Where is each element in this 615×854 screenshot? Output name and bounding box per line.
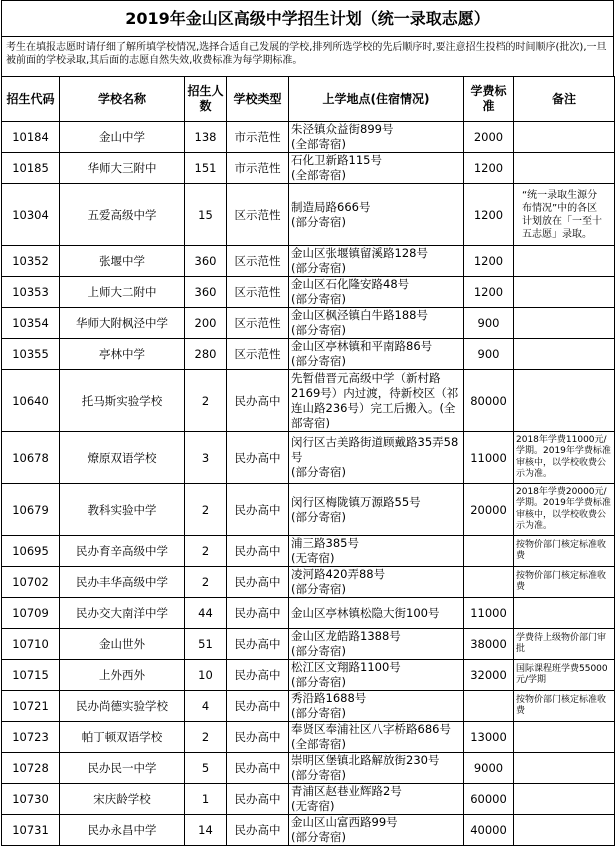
cell-fee: 1200 (464, 246, 514, 277)
address-line: 松江区文翔路1100号 (291, 660, 401, 674)
cell-count: 138 (185, 122, 227, 153)
table-header-row (2, 77, 615, 122)
cell-code: 10731 (2, 815, 60, 846)
cell-count: 2 (185, 484, 227, 536)
table-row (2, 660, 615, 691)
cell-type: 民办高中 (227, 567, 289, 598)
cell-note (514, 339, 615, 370)
document-page (1, 0, 614, 846)
table-row (2, 484, 615, 536)
cell-fee: 20000 (464, 484, 514, 536)
cell-note: “统一录取生源分布情况”中的各区计划放在「一至十五志愿」录取。 (514, 184, 615, 246)
address-line: 奉贤区奉浦社区八字桥路686号 (291, 722, 451, 736)
cell-code: 10715 (2, 660, 60, 691)
cell-type: 民办高中 (227, 660, 289, 691)
cell-school-name: 民办民一中学 (60, 753, 185, 784)
cell-address (289, 153, 464, 184)
cell-type: 民办高中 (227, 629, 289, 660)
address-line: 石化卫新路115号 (291, 153, 382, 167)
cell-fee: 1200 (464, 184, 514, 246)
cell-type: 民办高中 (227, 722, 289, 753)
cell-fee: 900 (464, 308, 514, 339)
boarding-info: (全部寄宿) (291, 737, 346, 751)
address-line: 金山区亭林镇和平南路86号 (291, 339, 433, 353)
boarding-info: (部分寄宿) (291, 706, 346, 720)
header-count: 招生人数 (185, 77, 227, 122)
cell-count: 2 (185, 370, 227, 432)
cell-count: 200 (185, 308, 227, 339)
cell-count: 2 (185, 536, 227, 567)
cell-fee: 9000 (464, 753, 514, 784)
table-row (2, 308, 615, 339)
notice-text: 考生在填报志愿时请仔细了解所填学校情况,选择合适自己发展的学校,排列所选学校的先后顺序时,要注意招生投档的时间顺序(批次),一旦被前面的学校录取,其后面的志愿自然失效,收费标准为每学期标准。 (1, 36, 614, 76)
boarding-info: (无寄宿) (291, 799, 335, 813)
address-line: 秀沿路1688号 (291, 691, 367, 705)
cell-address (289, 753, 464, 784)
address-line: 先暂借晋元高级中学（新村路2169号）内过渡，待新校区（祁连山路236号）完工后搬入。(全部寄宿) (291, 370, 459, 430)
cell-address (289, 784, 464, 815)
address-line: 金山区枫泾镇白牛路188号 (291, 308, 428, 322)
boarding-info: (部分寄宿) (291, 830, 346, 844)
cell-address (289, 432, 464, 484)
cell-type: 市示范性 (227, 122, 289, 153)
address-line: 金山区张堰镇留溪路128号 (291, 246, 428, 260)
table-row (2, 629, 615, 660)
cell-fee (464, 691, 514, 722)
cell-address (289, 691, 464, 722)
boarding-info: (部分寄宿) (291, 465, 346, 479)
header-addr: 上学地点(住宿情况) (289, 77, 464, 122)
cell-note: 学费待上级物价部门审批 (514, 629, 615, 660)
cell-code: 10710 (2, 629, 60, 660)
boarding-info: (部分寄宿) (291, 354, 346, 368)
cell-count: 15 (185, 184, 227, 246)
table-row (2, 277, 615, 308)
table-row (2, 784, 615, 815)
header-name: 学校名称 (60, 77, 185, 122)
cell-code: 10678 (2, 432, 60, 484)
cell-code: 10709 (2, 598, 60, 629)
cell-note: 2018年学费20000元/学期。2019年学费标准审核中，以学校收费公示为准。 (514, 484, 615, 536)
cell-note: 按物价部门核定标准收费 (514, 567, 615, 598)
address-line: 金山区亭林镇松隐大街100号 (291, 605, 440, 620)
cell-count: 51 (185, 629, 227, 660)
cell-code: 10355 (2, 339, 60, 370)
table-row (2, 753, 615, 784)
cell-address (289, 308, 464, 339)
cell-count: 4 (185, 691, 227, 722)
cell-school-name: 民办永昌中学 (60, 815, 185, 846)
boarding-info: (部分寄宿) (291, 261, 346, 275)
address-line: 朱泾镇众益街899号 (291, 122, 394, 136)
cell-count: 2 (185, 722, 227, 753)
cell-note (514, 815, 615, 846)
cell-code: 10353 (2, 277, 60, 308)
cell-note (514, 370, 615, 432)
cell-address (289, 629, 464, 660)
cell-type: 民办高中 (227, 432, 289, 484)
table-row (2, 122, 615, 153)
cell-school-name: 托马斯实验学校 (60, 370, 185, 432)
cell-count: 10 (185, 660, 227, 691)
cell-count: 44 (185, 598, 227, 629)
cell-code: 10702 (2, 567, 60, 598)
cell-type: 民办高中 (227, 753, 289, 784)
cell-count: 360 (185, 246, 227, 277)
cell-fee: 80000 (464, 370, 514, 432)
table-row (2, 370, 615, 432)
cell-type: 民办高中 (227, 536, 289, 567)
boarding-info: (全部寄宿) (291, 137, 346, 151)
address-line: 金山区山富西路99号 (291, 815, 398, 829)
cell-address (289, 246, 464, 277)
table-row (2, 722, 615, 753)
cell-school-name: 张堰中学 (60, 246, 185, 277)
cell-fee: 11000 (464, 432, 514, 484)
cell-note: 按物价部门核定标准收费 (514, 536, 615, 567)
cell-address (289, 536, 464, 567)
cell-type: 民办高中 (227, 815, 289, 846)
header-type: 学校类型 (227, 77, 289, 122)
cell-type: 区示范性 (227, 184, 289, 246)
cell-fee: 13000 (464, 722, 514, 753)
cell-count: 151 (185, 153, 227, 184)
cell-type: 民办高中 (227, 784, 289, 815)
cell-code: 10695 (2, 536, 60, 567)
admission-table (1, 76, 615, 846)
cell-code: 10354 (2, 308, 60, 339)
cell-code: 10721 (2, 691, 60, 722)
cell-school-name: 亭林中学 (60, 339, 185, 370)
cell-type: 民办高中 (227, 370, 289, 432)
cell-note (514, 246, 615, 277)
cell-note (514, 153, 615, 184)
cell-school-name: 民办尚德实验学校 (60, 691, 185, 722)
cell-fee: 11000 (464, 598, 514, 629)
table-row (2, 598, 615, 629)
boarding-info: (部分寄宿) (291, 582, 346, 596)
cell-count: 2 (185, 567, 227, 598)
address-line: 金山区石化隆安路48号 (291, 277, 410, 291)
cell-school-name: 民办丰华高级中学 (60, 567, 185, 598)
cell-address (289, 370, 464, 432)
cell-code: 10184 (2, 122, 60, 153)
header-note: 备注 (514, 77, 615, 122)
cell-note (514, 122, 615, 153)
cell-note (514, 722, 615, 753)
table-row (2, 339, 615, 370)
cell-note: 2018年学费11000元/学期。2019年学费标准审核中，以学校收费公示为准。 (514, 432, 615, 484)
cell-code: 10640 (2, 370, 60, 432)
cell-note (514, 753, 615, 784)
cell-note (514, 277, 615, 308)
cell-fee: 60000 (464, 784, 514, 815)
cell-code: 10304 (2, 184, 60, 246)
table-row (2, 815, 615, 846)
boarding-info: (部分寄宿) (291, 768, 346, 782)
cell-code: 10730 (2, 784, 60, 815)
cell-fee: 2000 (464, 122, 514, 153)
table-row (2, 691, 615, 722)
cell-count: 360 (185, 277, 227, 308)
cell-school-name: 帕丁顿双语学校 (60, 722, 185, 753)
table-row (2, 536, 615, 567)
cell-school-name: 燎原双语学校 (60, 432, 185, 484)
cell-address (289, 660, 464, 691)
boarding-info: (部分寄宿) (291, 644, 346, 658)
cell-fee: 1200 (464, 153, 514, 184)
cell-school-name: 金山世外 (60, 629, 185, 660)
boarding-info: (部分寄宿) (291, 509, 346, 524)
table-row (2, 153, 615, 184)
cell-school-name: 上外西外 (60, 660, 185, 691)
cell-fee (464, 567, 514, 598)
address-line: 闵行区梅陇镇万源路55号 (291, 494, 421, 509)
cell-count: 5 (185, 753, 227, 784)
cell-note (514, 784, 615, 815)
cell-school-name: 五爱高级中学 (60, 184, 185, 246)
cell-school-name: 教科实验中学 (60, 484, 185, 536)
cell-school-name: 宋庆龄学校 (60, 784, 185, 815)
cell-address (289, 484, 464, 536)
cell-school-name: 民办育辛高级中学 (60, 536, 185, 567)
address-line: 青浦区赵巷业辉路2号 (291, 784, 402, 798)
cell-code: 10723 (2, 722, 60, 753)
cell-fee: 32000 (464, 660, 514, 691)
cell-code: 10352 (2, 246, 60, 277)
boarding-info: (部分寄宿) (291, 323, 346, 337)
boarding-info: (部分寄宿) (291, 675, 346, 689)
cell-fee (464, 536, 514, 567)
address-line: 浦三路385号 (291, 536, 359, 550)
cell-school-name: 民办交大南洋中学 (60, 598, 185, 629)
cell-fee: 40000 (464, 815, 514, 846)
table-row (2, 567, 615, 598)
cell-type: 区示范性 (227, 277, 289, 308)
address-line: 金山区龙皓路1388号 (291, 629, 401, 643)
cell-type: 市示范性 (227, 153, 289, 184)
cell-address (289, 722, 464, 753)
cell-count: 1 (185, 784, 227, 815)
cell-type: 区示范性 (227, 339, 289, 370)
cell-school-name: 上师大二附中 (60, 277, 185, 308)
cell-code: 10185 (2, 153, 60, 184)
table-row (2, 246, 615, 277)
cell-school-name: 华师大附枫泾中学 (60, 308, 185, 339)
boarding-info: (部分寄宿) (291, 292, 346, 306)
cell-note: 按物价部门核定标准收费 (514, 691, 615, 722)
cell-note: 国际课程班学费55000元/学期 (514, 660, 615, 691)
cell-count: 280 (185, 339, 227, 370)
cell-code: 10728 (2, 753, 60, 784)
cell-count: 14 (185, 815, 227, 846)
address-line: 凌河路420弄88号 (291, 567, 386, 581)
address-line: 闵行区古美路街道顾戴路35弄58号 (291, 435, 459, 464)
header-code: 招生代码 (2, 77, 60, 122)
cell-type: 民办高中 (227, 691, 289, 722)
cell-address (289, 567, 464, 598)
cell-school-name: 华师大三附中 (60, 153, 185, 184)
table-row (2, 184, 615, 246)
cell-address (289, 184, 464, 246)
cell-school-name: 金山中学 (60, 122, 185, 153)
document-title: 2019年金山区高级中学招生计划（统一录取志愿） (1, 0, 614, 36)
cell-type: 区示范性 (227, 246, 289, 277)
cell-fee: 900 (464, 339, 514, 370)
boarding-info: (部分寄宿) (291, 214, 346, 229)
cell-type: 民办高中 (227, 598, 289, 629)
cell-type: 民办高中 (227, 484, 289, 536)
address-line: 崇明区堡镇北路解放街230号 (291, 753, 440, 767)
cell-address (289, 277, 464, 308)
cell-count: 3 (185, 432, 227, 484)
cell-code: 10679 (2, 484, 60, 536)
cell-address (289, 339, 464, 370)
boarding-info: (全部寄宿) (291, 168, 346, 182)
cell-note (514, 598, 615, 629)
table-row (2, 432, 615, 484)
cell-fee: 38000 (464, 629, 514, 660)
cell-type: 区示范性 (227, 308, 289, 339)
cell-note (514, 308, 615, 339)
cell-address (289, 598, 464, 629)
boarding-info: (无寄宿) (291, 551, 335, 565)
address-line: 制造局路666号 (291, 199, 371, 214)
cell-address (289, 122, 464, 153)
cell-fee: 1200 (464, 277, 514, 308)
header-fee: 学费标准 (464, 77, 514, 122)
cell-address (289, 815, 464, 846)
